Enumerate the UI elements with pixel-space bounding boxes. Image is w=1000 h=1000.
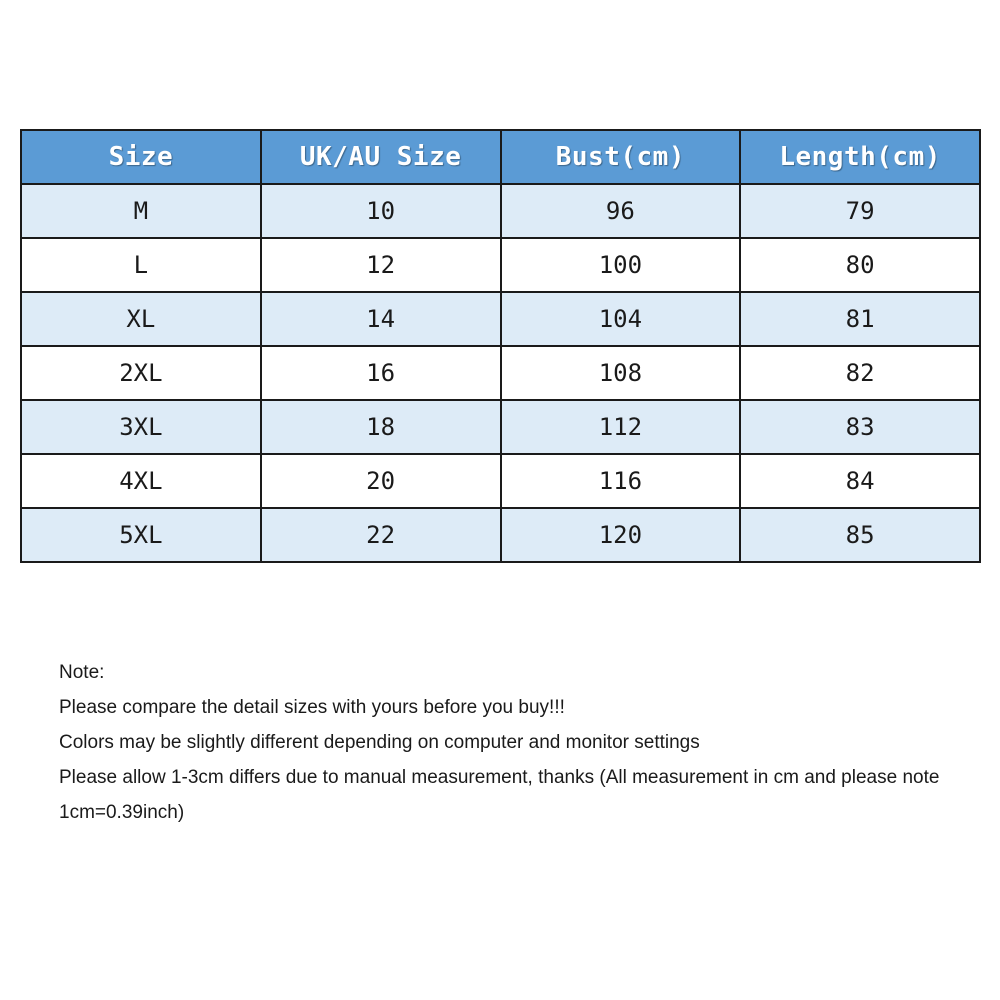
cell-uk-au-size: 16 bbox=[261, 346, 501, 400]
cell-uk-au-size: 10 bbox=[261, 184, 501, 238]
cell-bust: 96 bbox=[501, 184, 741, 238]
cell-uk-au-size: 12 bbox=[261, 238, 501, 292]
table-row bbox=[21, 238, 980, 292]
cell-bust: 108 bbox=[501, 346, 741, 400]
note-line-compare: Please compare the detail sizes with yours before you buy!!! bbox=[59, 697, 565, 718]
cell-length: 81 bbox=[740, 292, 980, 346]
table-header-row bbox=[21, 130, 980, 184]
cell-uk-au-size: 20 bbox=[261, 454, 501, 508]
header-size: Size bbox=[21, 130, 261, 184]
cell-length: 82 bbox=[740, 346, 980, 400]
cell-size: L bbox=[21, 238, 261, 292]
table-row bbox=[21, 454, 980, 508]
cell-length: 84 bbox=[740, 454, 980, 508]
cell-uk-au-size: 14 bbox=[261, 292, 501, 346]
table-row bbox=[21, 346, 980, 400]
cell-bust: 104 bbox=[501, 292, 741, 346]
note-line-colors: Colors may be slightly different depending on computer and monitor settings bbox=[59, 732, 700, 753]
cell-size: 4XL bbox=[21, 454, 261, 508]
cell-length: 85 bbox=[740, 508, 980, 562]
cell-size: M bbox=[21, 184, 261, 238]
cell-length: 79 bbox=[740, 184, 980, 238]
header-length: Length(cm) bbox=[740, 130, 980, 184]
header-uk-au-size: UK/AU Size bbox=[261, 130, 501, 184]
cell-size: 3XL bbox=[21, 400, 261, 454]
cell-size: 5XL bbox=[21, 508, 261, 562]
notes-section bbox=[59, 655, 959, 830]
table-row bbox=[21, 184, 980, 238]
note-line-measurement: Please allow 1-3cm differs due to manual measurement, thanks (All measurement in cm and please note 1cm=0.39inch) bbox=[59, 767, 940, 823]
cell-size: 2XL bbox=[21, 346, 261, 400]
cell-bust: 116 bbox=[501, 454, 741, 508]
table-row bbox=[21, 400, 980, 454]
cell-size: XL bbox=[21, 292, 261, 346]
cell-bust: 112 bbox=[501, 400, 741, 454]
cell-uk-au-size: 22 bbox=[261, 508, 501, 562]
cell-bust: 100 bbox=[501, 238, 741, 292]
notes-title: Note: bbox=[59, 662, 105, 683]
header-bust: Bust(cm) bbox=[501, 130, 741, 184]
cell-length: 80 bbox=[740, 238, 980, 292]
cell-bust: 120 bbox=[501, 508, 741, 562]
cell-length: 83 bbox=[740, 400, 980, 454]
cell-uk-au-size: 18 bbox=[261, 400, 501, 454]
table-row bbox=[21, 508, 980, 562]
size-chart-table bbox=[20, 129, 981, 563]
table-row bbox=[21, 292, 980, 346]
